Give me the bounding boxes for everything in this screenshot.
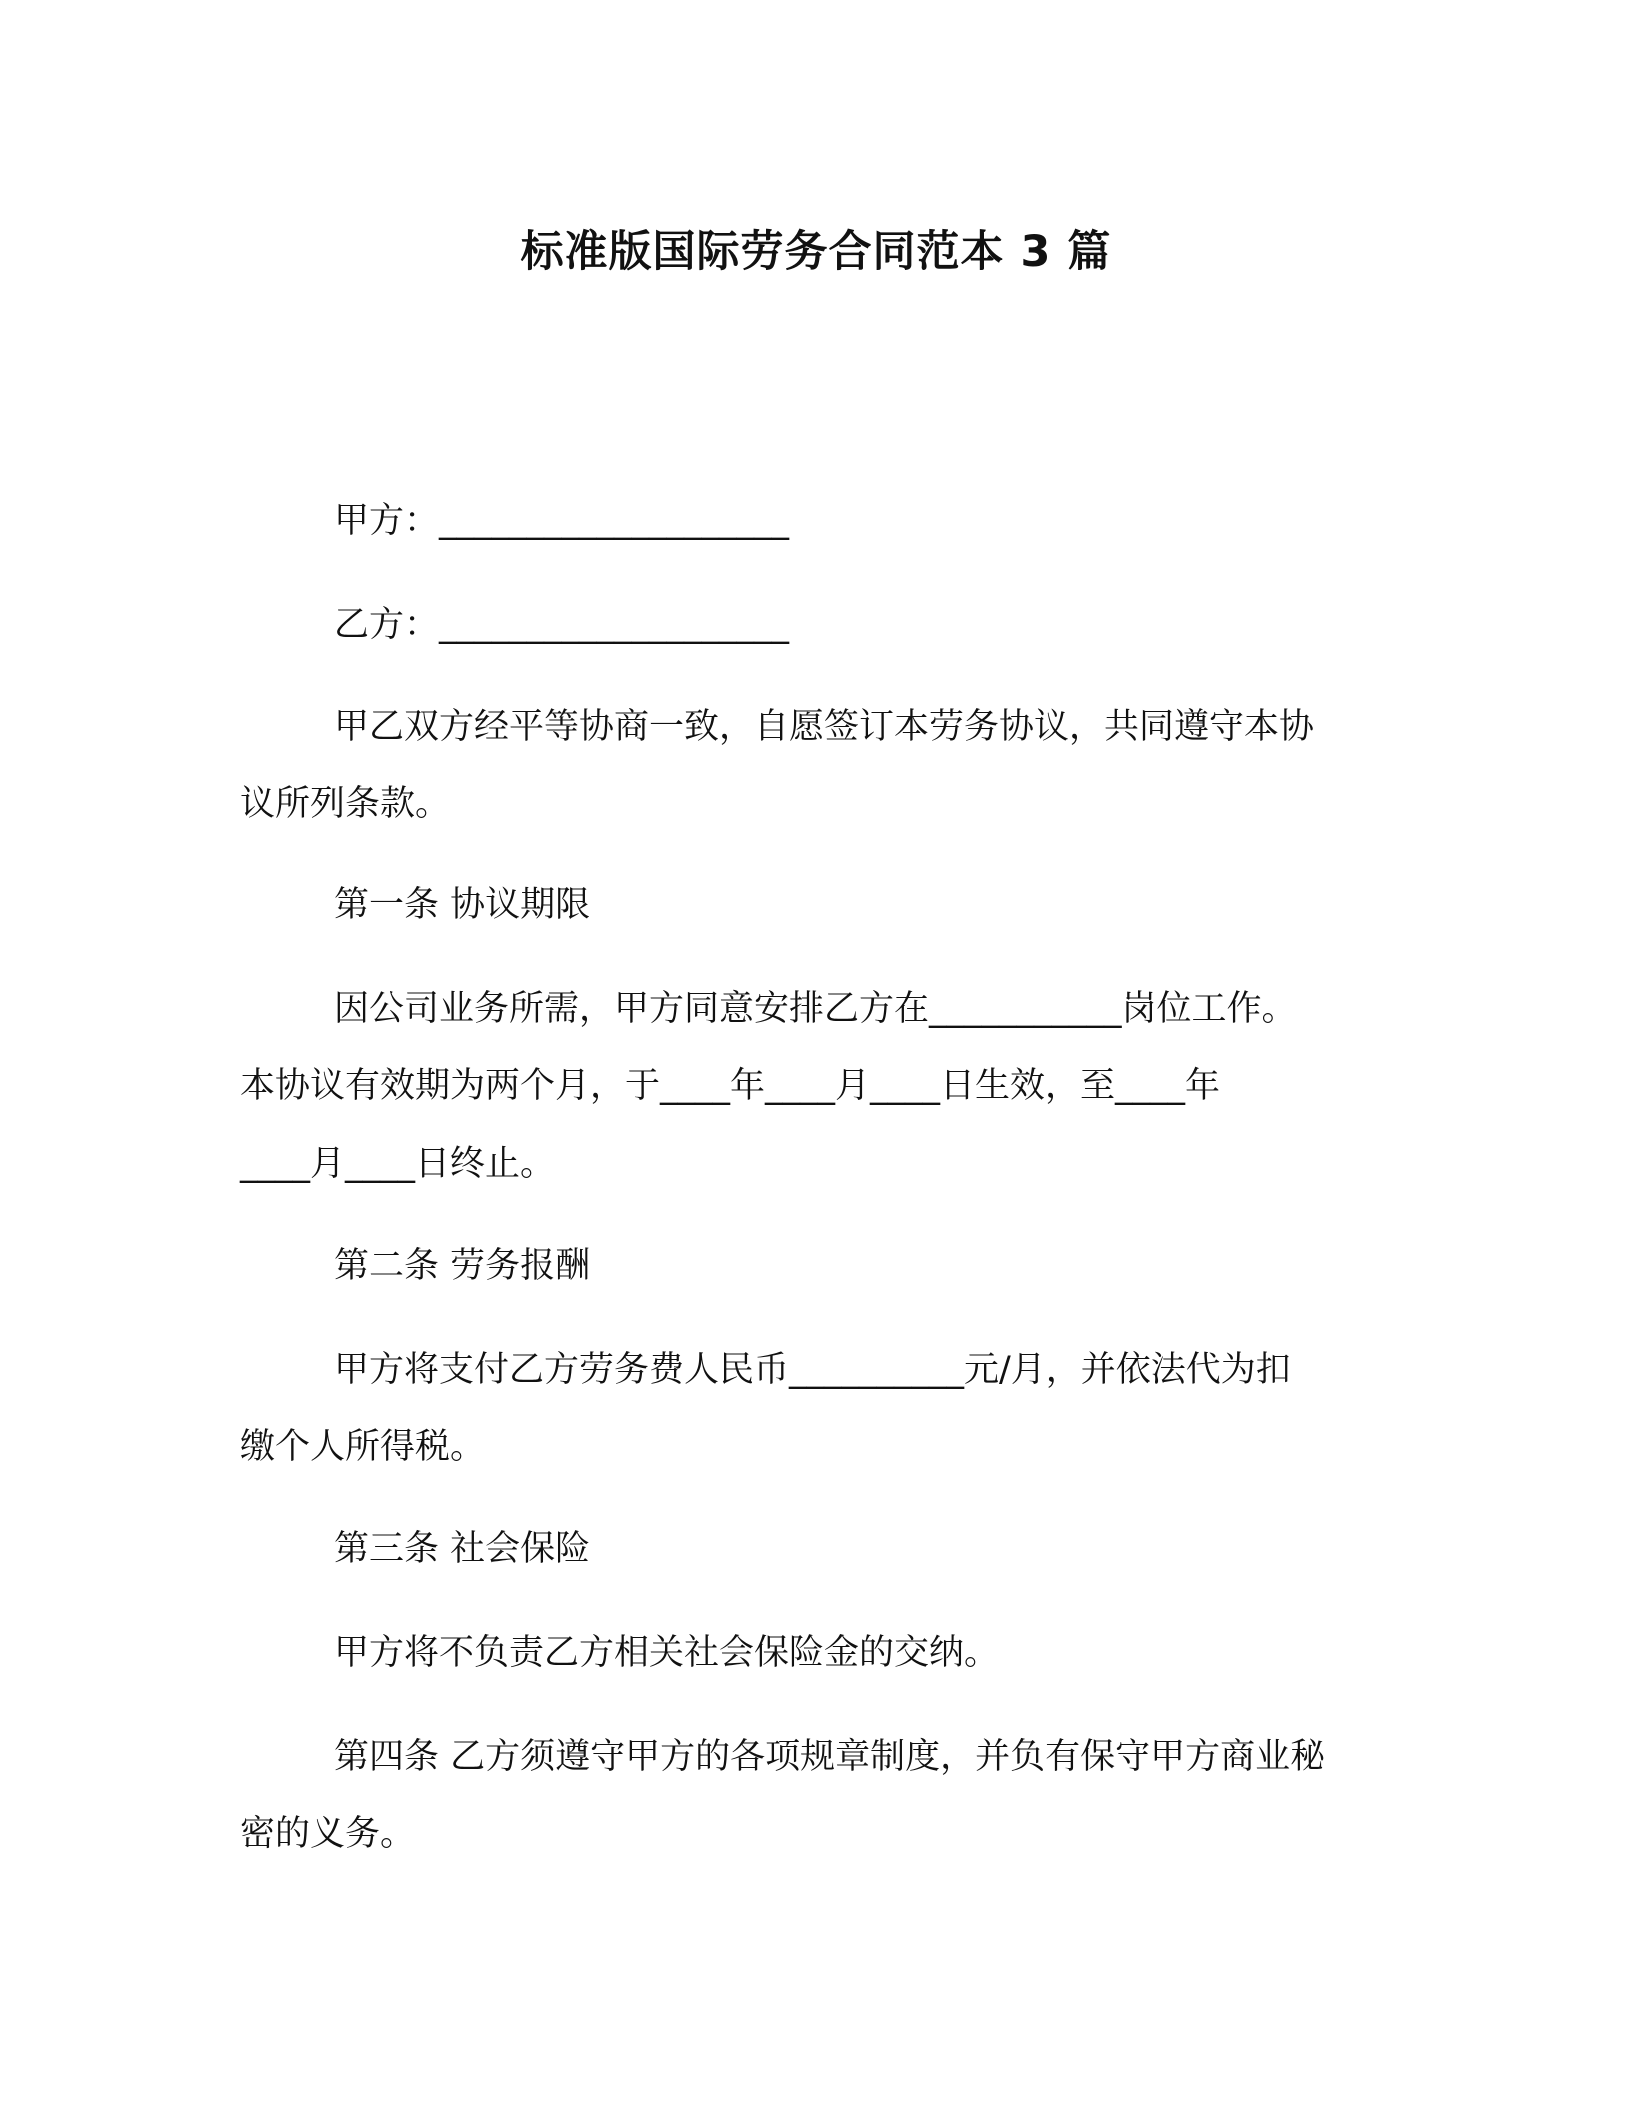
article2-body-line-2: 缴个人所得税。 (240, 1427, 486, 1467)
article4-line-1: 第四条 乙方须遵守甲方的各项规章制度，并负有保守甲方商业秘 (334, 1737, 1326, 1777)
article2-heading: 第二条 劳务报酬 (334, 1246, 591, 1286)
intro-line-2: 议所列条款。 (240, 784, 451, 824)
party-b-line: 乙方：____________________ (334, 605, 790, 645)
intro-line-1: 甲乙双方经平等协商一致，自愿签订本劳务协议，共同遵守本协 (334, 707, 1315, 747)
article2-body-line-1: 甲方将支付乙方劳务费人民币__________元/月，并依法代为扣 (334, 1350, 1291, 1390)
document-title: 标准版国际劳务合同范本 3 篇 (520, 227, 1112, 277)
article3-body: 甲方将不负责乙方相关社会保险金的交纳。 (334, 1633, 1000, 1673)
article1-heading: 第一条 协议期限 (334, 885, 591, 925)
party-a-line: 甲方：____________________ (334, 501, 790, 541)
article1-body-line-2: 本协议有效期为两个月，于____年____月____日生效，至____年 (240, 1066, 1221, 1106)
article4-line-2: 密的义务。 (240, 1814, 416, 1854)
article1-body-line-3: ____月____日终止。 (240, 1144, 556, 1184)
article1-body-line-1: 因公司业务所需，甲方同意安排乙方在___________岗位工作。 (334, 989, 1297, 1029)
article3-heading: 第三条 社会保险 (334, 1529, 591, 1569)
